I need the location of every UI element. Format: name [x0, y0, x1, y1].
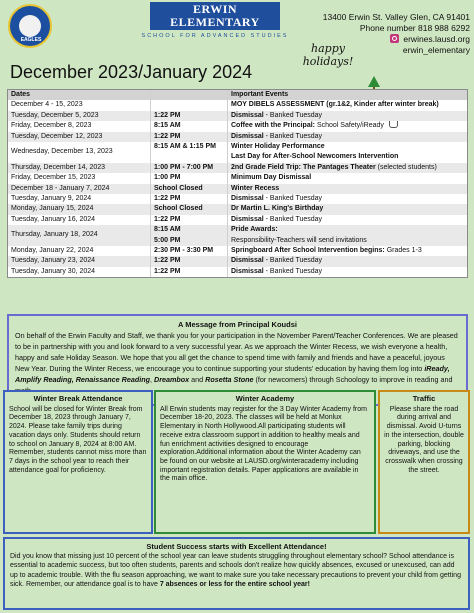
school-name-banner — [150, 2, 280, 30]
table-row — [8, 100, 467, 110]
event-date: Thursday, January 18, 2024 — [8, 225, 151, 246]
header-time — [151, 90, 228, 100]
table-row — [8, 204, 467, 214]
school-subtitle: SCHOOL FOR ADVANCED STUDIES — [141, 33, 289, 39]
principal-message-title: A Message from Principal Koudsi — [178, 320, 297, 329]
logo-mascot-text: EAGLES — [20, 37, 42, 43]
traffic-body: Please share the road during arrival and dismissal. Avoid U-turns in the intersection, double parking, blocking driveways, and use the crosswalk when crossing the street. — [384, 405, 464, 474]
traffic-title: Traffic — [412, 394, 436, 403]
table-row — [8, 184, 467, 194]
table-row — [8, 194, 467, 204]
event-time — [151, 100, 228, 110]
address: 13400 Erwin St. Valley Glen, CA 91401 — [322, 12, 470, 22]
principal-message-body: On behalf of the Erwin Faculty and Staff, we thank you for your participation in the November Parent/Teacher Conferences. We are pleased to be in partnership with you and look forward to a very successful year. As we approach the Winter Recess, we wish everyone a health, happy and safe Holiday Season. We hope that you all get the chance to spend time with family and friends and have a peaceful, joyous New Year. During the Winter Recess, we encourage you to continue supporting your students' education by having them log into iReady, Amplify Reading, Renaissance Reading, Dreambox and Rosetta Stone (for newcomers) through Schoology to improve in reading and — [15, 331, 458, 384]
event-time: 8:15 AM & 1:15 PM — [151, 142, 228, 163]
winter-academy-box — [154, 390, 376, 534]
instagram-icon — [390, 34, 399, 43]
table-row — [8, 246, 467, 256]
phone: Phone number 818 988 6292 — [359, 23, 470, 33]
event-date: Tuesday, January 30, 2024 — [8, 267, 151, 277]
attendance-title: Student Success starts with Excellent Attendance! — [146, 542, 327, 551]
event-date: Tuesday, January 16, 2024 — [8, 215, 151, 225]
event-date: Monday, January 22, 2024 — [8, 246, 151, 256]
table-header-row — [8, 90, 467, 100]
event-description: Dismissal - Banked Tuesday — [231, 194, 323, 202]
attendance-box — [3, 537, 470, 610]
header-dates: Dates — [8, 90, 151, 100]
event-description: Coffee with the Principal: School Safety/iReady — [228, 121, 467, 131]
happy-holidays-text — [288, 42, 368, 90]
event-time: School Closed — [151, 184, 228, 194]
page-title: December 2023/January 2024 — [10, 62, 253, 82]
event-time: 1:22 PM — [151, 111, 228, 121]
event-description: Dismissal - Banked Tuesday — [231, 111, 323, 119]
traffic-box — [378, 390, 470, 534]
attendance-body: Did you know that missing just 10 percent of the school year can leave students struggling throughout elementary school? School attendance is essential to academic success, but too often students, parents and schools don't realize how quickly absences, excused or unexcused, can add up to academic trouble. With the flu season approaching, we want to make sure you take necessary precautions to prevent your child from getting sick. Remember, our attendance goal is to have 7 absences or less for the entire school year! — [10, 553, 461, 588]
event-time: 1:22 PM — [151, 132, 228, 142]
event-time: 8:15 AM — [151, 121, 228, 131]
event-description: Springboard After School Intervention begins: Grades 1-3 — [231, 246, 422, 254]
event-date: Thursday, December 14, 2023 — [8, 163, 151, 173]
header-events: Important Events — [231, 91, 289, 98]
event-date: Tuesday, December 12, 2023 — [8, 132, 151, 142]
event-description: Minimum Day Dismissal — [231, 174, 312, 182]
table-row — [8, 225, 467, 246]
event-date: Tuesday, January 23, 2024 — [8, 256, 151, 266]
table-row — [8, 256, 467, 266]
event-description: Dismissal - Banked Tuesday — [231, 132, 323, 140]
holiday-line2: holidays! — [302, 55, 354, 68]
event-time: 1:00 PM — [151, 173, 228, 183]
table-row — [8, 173, 467, 183]
event-time: 1:22 PM — [151, 194, 228, 204]
holiday-tree-icon — [368, 76, 380, 90]
event-time: 8:15 AM 5:00 PM — [151, 225, 228, 246]
event-description: Dismissal - Banked Tuesday — [231, 267, 323, 275]
event-time: 1:22 PM — [151, 267, 228, 277]
table-row — [8, 132, 467, 142]
winter-break-box — [3, 390, 153, 534]
event-date: Friday, December 15, 2023 — [8, 173, 151, 183]
eagle-icon — [19, 15, 41, 37]
event-description: Winter Holiday Performance Last Day for After-School Newcomers Intervention — [231, 142, 399, 161]
event-time: 2:30 PM - 3:30 PM — [151, 246, 228, 256]
event-time: 1:00 PM - 7:00 PM — [151, 163, 228, 173]
coffee-cup-icon — [389, 121, 398, 128]
table-row — [8, 267, 467, 277]
table-row — [8, 121, 467, 131]
school-name-line2: ELEMENTARY — [170, 15, 260, 29]
event-time: 1:22 PM — [151, 256, 228, 266]
event-time: School Closed — [151, 204, 228, 214]
website[interactable]: erwines.lausd.org — [403, 34, 470, 44]
event-description: Dr Martin L. King's Birthday — [231, 205, 324, 213]
instagram-handle[interactable]: erwin_elementary — [402, 45, 470, 55]
event-description: MOY DIBELS ASSESSMENT (gr.1&2, Kinder after winter break) — [231, 101, 439, 109]
event-date: December 4 - 15, 2023 — [8, 100, 151, 110]
event-date: Tuesday, January 9, 2024 — [8, 194, 151, 204]
table-row — [8, 142, 467, 163]
winter-academy-title: Winter Academy — [235, 394, 295, 403]
table-row — [8, 111, 467, 121]
event-date: Tuesday, December 5, 2023 — [8, 111, 151, 121]
newsletter-header — [0, 0, 474, 64]
events-table — [7, 89, 468, 278]
event-description: Winter Recess — [231, 184, 280, 192]
event-description: Dismissal - Banked Tuesday — [231, 257, 323, 265]
event-time: 1:22 PM — [151, 215, 228, 225]
table-row — [8, 163, 467, 173]
school-name-line1: ERWIN — [192, 2, 238, 16]
event-date: December 18 - January 7, 2024 — [8, 184, 151, 194]
event-description: 2nd Grade Field Trip: The Pantages Theater (selected students) — [231, 163, 437, 171]
event-date: Monday, January 15, 2024 — [8, 204, 151, 214]
school-logo — [8, 4, 52, 48]
winter-break-body: School will be closed for Winter Break from December 18, 2023 through January 7, 2024. Please take family trips during vacation days only. Students should return to school on January 8, 2024 at 8:00 AM. Remember, students cannot miss more than 7 days in the school year to reach their attendance goal for proficiency. — [9, 405, 147, 474]
event-date: Friday, December 8, 2023 — [8, 121, 151, 131]
winter-academy-body: All Erwin students may register for the 3 Day Winter Academy from December 18-20, 2023. The classes will be held at Monlux Elementary in North Hollywood.All participating students will receive extra classroom support in addition to healthy meals and fun enrichment activities designed to encourage exploration.Additional information about the Winter Academy can be found on our website at LAUSD.org/winteracademy including important registration details. Paper applications are available in the main office. — [160, 405, 367, 483]
holiday-line1: happy — [311, 42, 345, 55]
winter-break-title: Winter Break Attendance — [33, 394, 123, 403]
event-description: Dismissal - Banked Tuesday — [231, 215, 323, 223]
table-row — [8, 215, 467, 225]
event-description: Pride Awards: Responsibility-Teachers will send invitations — [231, 226, 367, 244]
event-date: Wednesday, December 13, 2023 — [8, 142, 151, 163]
